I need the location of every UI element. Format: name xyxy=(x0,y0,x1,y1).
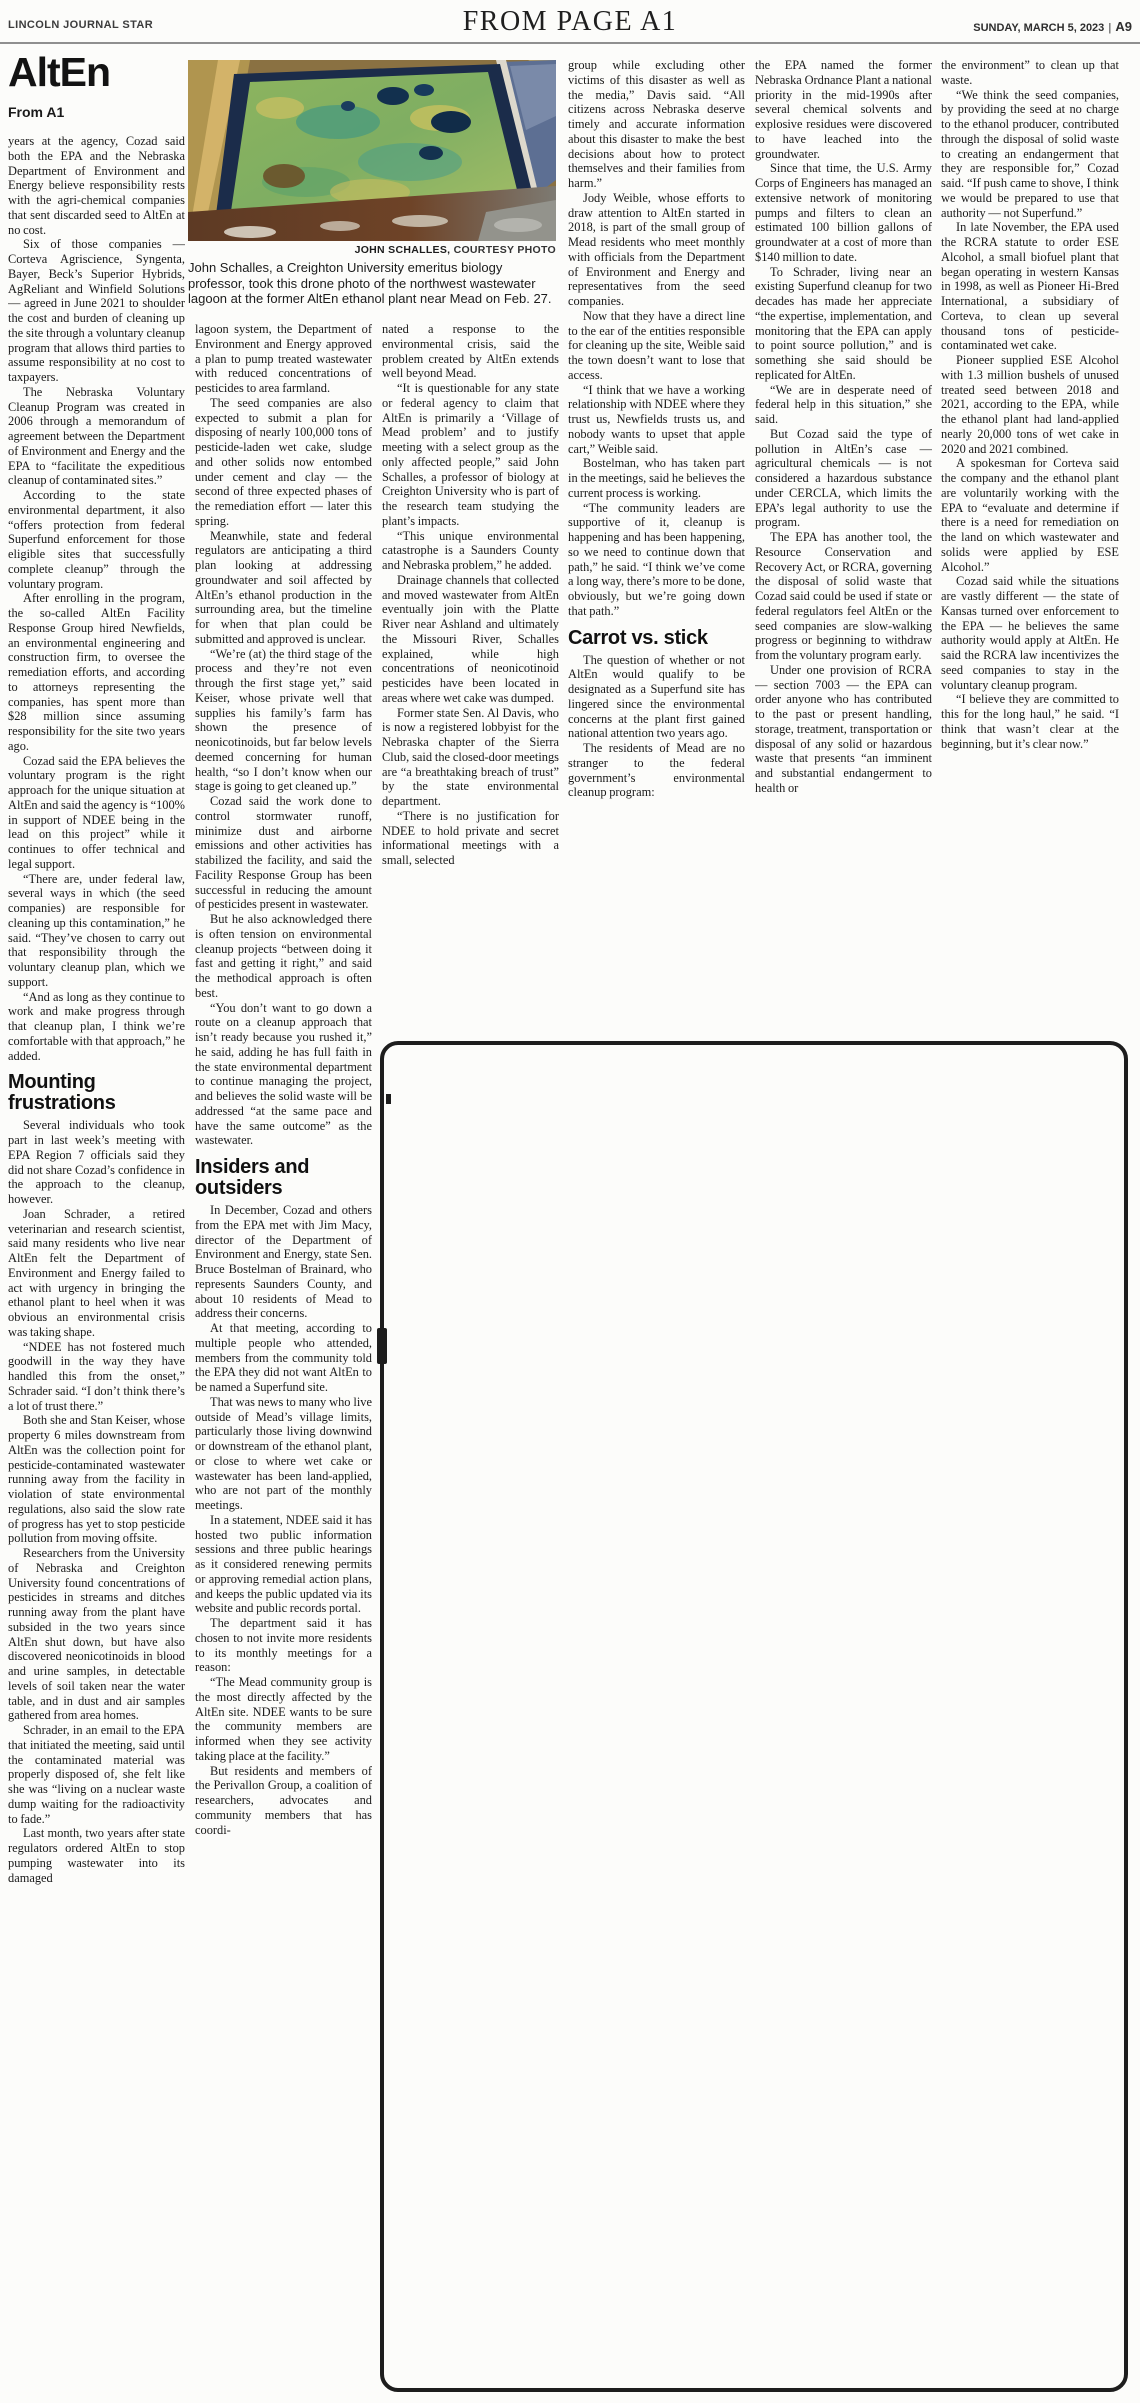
article-paragraph: the EPA named the former Nebraska Ordnance Plant a national priority in the mid-1990s after several chemical solvents and explosive residues were discovered to have leached into the groundwater. xyxy=(755,58,932,161)
article-paragraph: But Cozad said the type of pollution in AltEn’s case — agricultural chemicals — is not considered a hazardous substance under CERCLA, which limits the EPA’s legal authority to use the program. xyxy=(755,426,932,530)
article-paragraph: years at the agency, Cozad said both the EPA and the Nebraska Department of Environment and Energy believe responsibility rests with the agri-chemical companies that sent discarded seed to AltEn at no cost. xyxy=(8,134,185,237)
article-paragraph: A spokesman for Corteva said the company and the ethanol plant are voluntarily working with the EPA to “evaluate and determine if there is a need for remediation on the land on which wastewater and solids were applied by ESE Alcohol.” xyxy=(941,456,1119,574)
article-paragraph: After enrolling in the program, the so-called AltEn Facility Response Group hired Newfields, an environmental engineering and construction firm, to oversee the remediation efforts, and according to attorneys representing the companies, has spent more than $28 million since assuming responsibility for the site two years ago. xyxy=(8,591,185,753)
photo-caption: John Schalles, a Creighton University emeritus biology professor, took this drone photo of the northwest wastewater lagoon at the former AltEn ethanol plant near Mead on Feb. 27. xyxy=(188,260,552,306)
article-paragraph: lagoon system, the Department of Environment and Energy approved a plan to pump treated wastewater with reduced concentrations of pesticides to area farmland. xyxy=(195,322,372,395)
article-paragraph: Cozad said while the situations are vastly different — the state of Kansas turned over enforcement to the EPA — he believes the same authority would apply at AltEn. He said the RCRA law incentivizes the seed companies to stay in the voluntary cleanup program. xyxy=(941,574,1119,692)
article-paragraph: “I think that we have a working relationship with NDEE where they trust us, Newfields trusts us, and nobody wants to upset that apple cart,” Weible said. xyxy=(568,382,745,456)
article-paragraph: Schrader, in an email to the EPA that initiated the meeting, said until the contaminated material was properly disposed of, she felt like she was “living on a nuclear waste dump waiting for the radioactivity to fade.” xyxy=(8,1723,185,1826)
article-paragraph: Six of those companies — Corteva Agriscience, Syngenta, Bayer, Beck’s Superior Hybrids, AgReliant and Winfield Solutions — agreed in June 2021 to shoulder the cost and burden of cleaning up the site through a voluntary cleanup program that allows third parties to assume responsibility at no cost to taxpayers. xyxy=(8,237,185,384)
article-paragraph: In a statement, NDEE said it has hosted two public information sessions and three public hearings as it considered renewing permits or approving remedial action plans, and keeps the public updated via its website and public records portal. xyxy=(195,1512,372,1616)
article-column-4 xyxy=(568,58,745,1026)
section-title: FROM PAGE A1 xyxy=(462,6,678,37)
article-paragraph: Former state Sen. Al Davis, who is now a registered lobbyist for the Nebraska chapter of the Sierra Club, said the closed-door meetings are “a breathtaking breach of trust” by the state environmental department. xyxy=(382,705,559,808)
article-paragraph: In December, Cozad and others from the EPA met with Jim Macy, director of the Department of Environment and Energy, state Sen. Bruce Bostelman of Brainard, who represents Saunders County, and about 10 residents of Mead to address their concerns. xyxy=(195,1203,372,1321)
article-paragraph: “We think the seed companies, by providing the seed at no charge to the ethanol producer, contributed through the disposal of solid waste to creating an endangerment that they are responsible for,” Cozad said. “If push came to shove, I think we would be prepared to use that authority — not Superfund.” xyxy=(941,87,1119,220)
article-paragraph: “There is no justification for NDEE to hold private and secret informational meetings with a small, selected xyxy=(382,808,559,867)
continuation-tag: From A1 xyxy=(8,104,65,120)
article-paragraph: Pioneer supplied ESE Alcohol with 1.3 million bushels of unused treated seed between 2018 and 2021, according to the EPA, while the ethanol plant had land-applied nearly 20,000 tons of wet cake in 2020 and 2021 combined. xyxy=(941,353,1119,456)
article-paragraph: “I believe they are committed to this for the long haul,” he said. “I think that wasn’t clear at the beginning, but it’s clear now.” xyxy=(941,692,1119,751)
article-paragraph: Drainage channels that collected and moved wastewater from AltEn eventually join with the Platte River near Ashland and ultimately the Missouri River, Schalles explained, while high concentrations of neonicotinoid pesticides have been located in areas where wet cake was dumped. xyxy=(382,572,559,705)
article-paragraph: The seed companies are also expected to submit a plan for disposing of nearly 100,000 tons of pesticide-laden wet cake, sludge and other solids now entombed under cement and clay — the second of three expected phases of the remediation effort — later this spring. xyxy=(195,395,372,528)
article-paragraph: Jody Weible, whose efforts to draw attention to AltEn started in 2018, is part of the small group of Mead residents who meet monthly with officials from the Department of Environment and Energy and representatives from the seed companies. xyxy=(568,190,745,308)
page-number: A9 xyxy=(1115,19,1132,34)
article-paragraph: group while excluding other victims of this disaster as well as the media,” Davis said. “All citizens across Nebraska deserve timely and accurate information about this disaster to make the best decisions about how to protect themselves and their families from harm.” xyxy=(568,58,745,190)
lagoon-aerial-photo-graphic xyxy=(188,60,556,241)
article-paragraph: According to the state environmental department, it also “offers protection from federal Superfund enforcement for those eligible sites that successfully complete cleanup” through the voluntary program. xyxy=(8,488,185,591)
article-column-3 xyxy=(382,322,559,1032)
article-paragraph: Bostelman, who has taken part in the meetings, said he believes the current process is working. xyxy=(568,456,745,500)
article-paragraph: Now that they have a direct line to the ear of the entities responsible for cleaning up the site, Weible said the town doesn’t want to lose that access. xyxy=(568,308,745,382)
article-paragraph: “This unique environmental catastrophe is a Saunders County and Nebraska problem,” he added. xyxy=(382,528,559,572)
article-headline: AltEn xyxy=(8,49,111,95)
frame-notch xyxy=(386,1094,391,1104)
article-paragraph: “You don’t want to go down a route on a cleanup approach that isn’t ready because you rushed it,” he said, adding he has full faith in the state environmental department to continue managing the project, and believes the solid waste will be addressed “at the same pace and have the same outcome” as the wastewater. xyxy=(195,1000,372,1148)
article-column-6 xyxy=(941,58,1119,1026)
article-paragraph: The department said it has chosen to not invite more residents to its monthly meetings for a reason: xyxy=(195,1616,372,1675)
article-paragraph: Under one provision of RCRA — section 7003 — the EPA can order anyone who has contributed to the past or present handling, storage, treatment, transportation or disposal of any solid or hazardous waste that presents “an imminent and substantial endangerment to health or xyxy=(755,662,932,795)
masthead-rule xyxy=(0,42,1140,44)
lagoon-aerial-photo xyxy=(188,60,556,241)
article-paragraph: That was news to many who live outside of Mead’s village limits, particularly those living downwind or downstream of the ethanol plant, or close to where wet cake or wastewater has been land-applied, who are not part of the monthly meetings. xyxy=(195,1394,372,1512)
article-paragraph: But he also acknowledged there is often tension on environmental cleanup projects “between doing it fast and getting it right,” and said the methodical approach is often best. xyxy=(195,912,372,1000)
article-paragraph: “We are in desperate need of federal help in this situation,” she said. xyxy=(755,382,932,426)
photo-credit-type: COURTESY PHOTO xyxy=(453,244,556,256)
article-paragraph: At that meeting, according to multiple people who attended, members from the community told the EPA they did not want AltEn to be named a Superfund site. xyxy=(195,1321,372,1394)
article-paragraph: Since that time, the U.S. Army Corps of Engineers has managed an extensive network of monitoring pumps and filters to clean an estimated 100 billion gallons of groundwater at a cost of more than $140 million to date. xyxy=(755,161,932,264)
separator: | xyxy=(1108,22,1112,34)
article-paragraph: “The community leaders are supportive of it, cleanup is happening and has been happening, so we need to continue down that path,” he said. “I think we’ve come a long way, there’s more to be done, obviously, but we’re going down that path.” xyxy=(568,500,745,618)
article-paragraph: Joan Schrader, a retired veterinarian and research scientist, said many residents who live near AltEn felt the Department of Environment and Energy failed to act with urgency in bringing the ethanol plant to heel when it was obvious an environmental crisis was taking shape. xyxy=(8,1206,185,1339)
photo-credit xyxy=(188,244,556,256)
article-paragraph: “And as long as they continue to work and make progress through that cleanup plan, I think we’re comfortable with that approach,” he added. xyxy=(8,989,185,1063)
publication-name: LINCOLN JOURNAL STAR xyxy=(8,19,154,31)
article-column-5 xyxy=(755,58,932,1026)
section-subhead: Carrot vs. stick xyxy=(568,626,708,649)
article-paragraph: The question of whether or not AltEn would qualify to be designated as a Superfund site has lingered since the environmental concerns at the plant first gained national attention two years ago. xyxy=(568,652,745,741)
article-paragraph: But residents and members of the Perivallon Group, a coalition of researchers, advocates and community members that has coordi- xyxy=(195,1763,372,1837)
section-subhead: Mounting frustrations xyxy=(8,1071,116,1115)
article-paragraph: Cozad said the work done to control stormwater runoff, minimize dust and airborne emissions and other activities has stabilized the facility, and said the Facility Response Group has been successful in reducing the amount of pesticides present in wastewater. xyxy=(195,794,372,912)
article-paragraph: In late November, the EPA used the RCRA statute to order ESE Alcohol, a small biofuel plant that began operating in western Kansas in 1998, as well as Pioneer Hi-Bred International, a subsidiary of Corteva, to clean up several thousand tons of pesticide-contaminated wet cake. xyxy=(941,220,1119,353)
article-paragraph: Several individuals who took part in last week’s meeting with EPA Region 7 officials said they did not share Cozad’s confidence in the approach to the cleanup, however. xyxy=(8,1118,185,1206)
article-paragraph: Researchers from the University of Nebraska and Creighton University found concentrations of pesticides in streams and ditches running away from the plant have subsided in the two years since AltEn shut down, but have also discovered neonicotinoids in blood and urine samples, in detectable levels of soil taken near the water table, and in dust and air samples gathered from area homes. xyxy=(8,1546,185,1723)
article-paragraph: “There are, under federal law, several ways in which (the seed companies) are responsible for cleaning up this contamination,” he said. “They’ve chosen to carry out that responsibility through the voluntary cleanup plan, which we support. xyxy=(8,871,185,989)
article-paragraph: The EPA has another tool, the Resource Conservation and Recovery Act, or RCRA, governing the disposal of solid waste that Cozad said could be used if state or federal regulators feel AltEn or the seed companies are slow-walking progress or beginning to withdraw from the voluntary program early. xyxy=(755,530,932,662)
article-paragraph: “We’re (at) the third stage of the process and they’re not even through the first stage yet,” said Keiser, whose private well that supplies his family’s farm has shown the presence of neonicotinoids, but far below levels deemed concerning for human health, “so I don’t know when our stage is going to get cleaned up.” xyxy=(195,646,372,794)
article-paragraph: Last month, two years after state regulators ordered AltEn to stop pumping wastewater into its damaged xyxy=(8,1826,185,1885)
article-column-2 xyxy=(195,322,372,2334)
article-paragraph: Both she and Stan Keiser, whose property 6 miles downstream from AltEn was the collection point for pesticide-contaminated wastewater running away from the facility in violation of state environmental regulations, also said the slow rate of progress has yet to stop pesticide pollution from moving offsite. xyxy=(8,1413,185,1546)
photo-credit-name: JOHN SCHALLES, xyxy=(354,244,451,256)
article-column-1 xyxy=(8,134,185,2334)
date-and-page xyxy=(973,19,1132,34)
article-paragraph: the environment” to clean up that waste. xyxy=(941,58,1119,87)
article-paragraph: Meanwhile, state and federal regulators are anticipating a third plan looking at addressing groundwater and soil affected by AltEn’s ethanol production in the surrounding area, but the timeline for when that plan could be submitted and approved is unclear. xyxy=(195,528,372,646)
article-paragraph: “The Mead community group is the most directly affected by the AltEn site. NDEE wants to be sure the community members are informed when they see activity taking place at the facility.” xyxy=(195,1675,372,1763)
article-paragraph: “It is questionable for any state or federal agency to claim that AltEn is primarily a ‘Village of Mead problem’ and to justify meeting with a select group as the only affected people,” said John Schalles, a professor of biology at Creighton University who is part of the research team studying the plant’s impacts. xyxy=(382,381,559,528)
article-paragraph: The Nebraska Voluntary Cleanup Program was created in 2006 through a memorandum of agreement between the Department of Environment and Energy and the EPA to “facilitate the expeditious cleanup of contaminated sites.” xyxy=(8,384,185,488)
section-subhead: Insiders and outsiders xyxy=(195,1156,310,1199)
article-paragraph: nated a response to the environmental crisis, said the problem created by AltEn extends well beyond Mead. xyxy=(382,322,559,381)
article-paragraph: Cozad said the EPA believes the voluntary program is the right approach for the unique situation at AltEn and said the agency is “100% in support of NDEE being in the lead on this project” while it continues to offer technical and legal support. xyxy=(8,753,185,871)
article-paragraph: To Schrader, living near an existing Superfund cleanup for two decades has made her appreciate “the expertise, implementation, and monitoring that the EPA can apply to point source pollution,” and is something she said should be replicated for AltEn. xyxy=(755,264,932,382)
frame-notch xyxy=(377,1328,387,1364)
empty-content-frame xyxy=(380,1041,1128,2392)
article-paragraph: The residents of Mead are no stranger to the federal government’s environmental cleanup program: xyxy=(568,741,745,800)
article-paragraph: “NDEE has not fostered much goodwill in the way they have handled this from the onset,” Schrader said. “I don’t think there’s a lot of trust there.” xyxy=(8,1339,185,1413)
issue-date: SUNDAY, MARCH 5, 2023 xyxy=(973,22,1105,34)
